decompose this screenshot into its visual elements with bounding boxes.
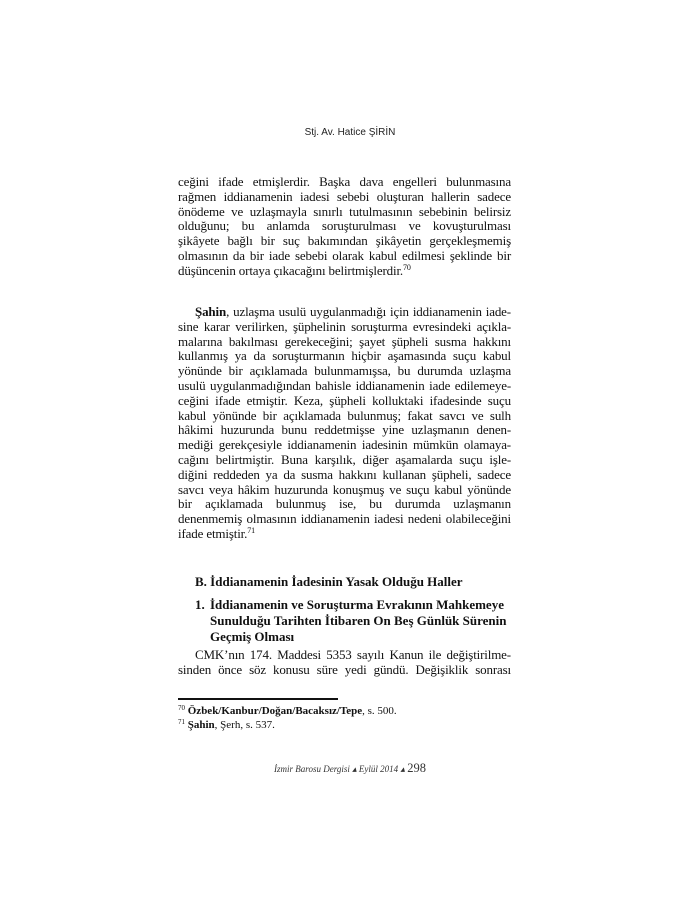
footnote-authors: Şahin	[187, 719, 215, 731]
footnote-71	[178, 719, 275, 732]
text-line	[178, 249, 511, 264]
line-text: denenmemiş olmasının iddianamenin iadesi nedeni olabileceğini	[178, 511, 511, 527]
text-line	[178, 648, 511, 663]
text-line	[178, 512, 511, 527]
line-text: usulü uygulanmadığından bahisle iddianamenin iade edilemeye-	[178, 377, 511, 393]
text-line	[178, 364, 511, 379]
line-text: Sunulduğu Tarihten İtibaren On Beş Günlük Sürenin	[210, 613, 507, 628]
paragraph-2	[178, 305, 511, 542]
paragraph-1	[178, 175, 511, 279]
paragraph-2-first-line	[178, 305, 511, 320]
footnote-authors: Özbek/Kanbur/Doğan/Bacaksız/Tepe	[187, 705, 363, 717]
line-text: düşüncenin ortaya çıkacağını belirtmişlerdir.	[178, 262, 404, 278]
paragraph-3	[178, 648, 511, 678]
text-line	[178, 190, 511, 205]
footnote-text: , s. 500.	[362, 705, 397, 717]
line-text: malarına bakılması gerekeceğini; şayet şüpheli susma hakkını	[178, 333, 511, 349]
line-text: cağını belirtmiştir. Buna karşılık, diğer aşamalarda suçu işle-	[178, 451, 511, 467]
footnote-text: , Şerh, s. 537.	[214, 719, 275, 731]
line-text: Geçmiş Olması	[210, 629, 295, 644]
text-line	[178, 497, 511, 512]
subsection-heading-1	[210, 597, 507, 645]
line-text: rağmen iddianamenin iadesi sebebi oluşturan hallerin sadece	[178, 188, 511, 204]
separator-icon: ▴	[352, 764, 357, 774]
issue-date: Eylül 2014	[358, 764, 399, 774]
section-heading-b: B. İddianamenin İadesinin Yasak Olduğu Haller	[195, 574, 463, 589]
line-text: kullanmış ya da soruşturmanın hiçbir aşamasında suçu kabul	[178, 348, 511, 364]
line-text: sine karar verilirken, şüphelinin soruşturma evresindeki açıkla-	[178, 318, 511, 334]
line-text: olmasının da bir iade sebebi olarak kabul edilmesi şeklinde bir	[178, 247, 511, 263]
text-line	[178, 349, 511, 364]
text-line	[178, 335, 511, 350]
subsection-number: 1.	[195, 597, 205, 612]
line-text: diğini reddeden ya da susma hakkını kullanan şüpheli, sadece	[178, 466, 511, 482]
line-text: hâkimi huzurunda bunu reddetmişse yine uzlaşmanın denen-	[178, 422, 511, 438]
footnote-number: 71	[178, 718, 185, 726]
text-line	[210, 597, 507, 613]
line-text: CMK’nın 174. Maddesi 5353 sayılı Kanun ile değiştirilme-	[195, 647, 511, 662]
footnote-divider	[178, 698, 338, 700]
text-line	[178, 379, 511, 394]
page-footer	[0, 761, 700, 776]
running-header: Stj. Av. Hatice ŞİRİN	[304, 127, 396, 138]
text-line	[210, 629, 507, 645]
text-line	[178, 468, 511, 483]
text-line	[178, 394, 511, 409]
text-line	[178, 453, 511, 468]
line-text: mediği gerekçesiyle iddianamenin iadesinin mümkün olamaya-	[178, 437, 511, 453]
line-text: , uzlaşma usulü uygulanmadığı için iddianamenin iade-	[226, 304, 511, 319]
footnote-number: 70	[178, 704, 185, 712]
text-line	[178, 527, 511, 542]
author-name: Şahin	[195, 304, 227, 319]
footnote-reference: 71	[247, 525, 255, 535]
text-line	[178, 175, 511, 190]
line-text: kabul yönünde bir açıklamada bulunmuş; fakat savcı ve sulh	[178, 407, 511, 423]
text-line	[178, 663, 511, 678]
text-line	[178, 438, 511, 453]
line-text: ceğini ifade etmişlerdir. Başka dava engelleri bulunmasına	[178, 174, 511, 189]
line-text: savcı veya hâkim huzurunda konuşmuş ve suçu kabul yönünde	[178, 481, 511, 497]
footnote-reference: 70	[403, 262, 411, 272]
line-text: yönünde bir açıklamada bulunmamışsa, bu durumda uzlaşma	[178, 363, 511, 379]
line-text: ceğini ifade etmiştir. Keza, şüpheli kolluktaki ifadesinde suçu	[178, 392, 511, 408]
line-text: sinden önce söz konusu süre yedi gündü. Değişiklik sonrası	[178, 661, 511, 677]
text-line	[178, 423, 511, 438]
line-text: İddianamenin ve Soruşturma Evrakının Mahkemeye	[210, 597, 504, 612]
line-text: şikâyete bağlı bir suç bakımından şikâyetin gerçekleşmemiş	[178, 233, 511, 249]
text-line	[210, 613, 507, 629]
journal-name: İzmir Barosu Dergisi	[274, 764, 350, 774]
text-line	[178, 234, 511, 249]
page-number: 298	[407, 761, 426, 775]
text-line	[178, 219, 511, 234]
text-line	[178, 409, 511, 424]
footnote-70	[178, 705, 397, 718]
line-text: olduğunu; bu anlamda soruşturulması ve kovuşturulması	[178, 218, 511, 234]
line-text: önödeme ve uzlaşmayla sınırlı tutulmasının sebebinin belirsiz	[178, 203, 511, 219]
text-line	[178, 483, 511, 498]
separator-icon: ▴	[400, 764, 405, 774]
text-line	[178, 264, 511, 279]
text-line	[178, 205, 511, 220]
line-text: bir açıklamada bulunmuş ise, bu durumda uzlaşmanın	[178, 496, 511, 512]
text-line	[178, 320, 511, 335]
line-text: ifade etmiştir.	[178, 525, 248, 541]
